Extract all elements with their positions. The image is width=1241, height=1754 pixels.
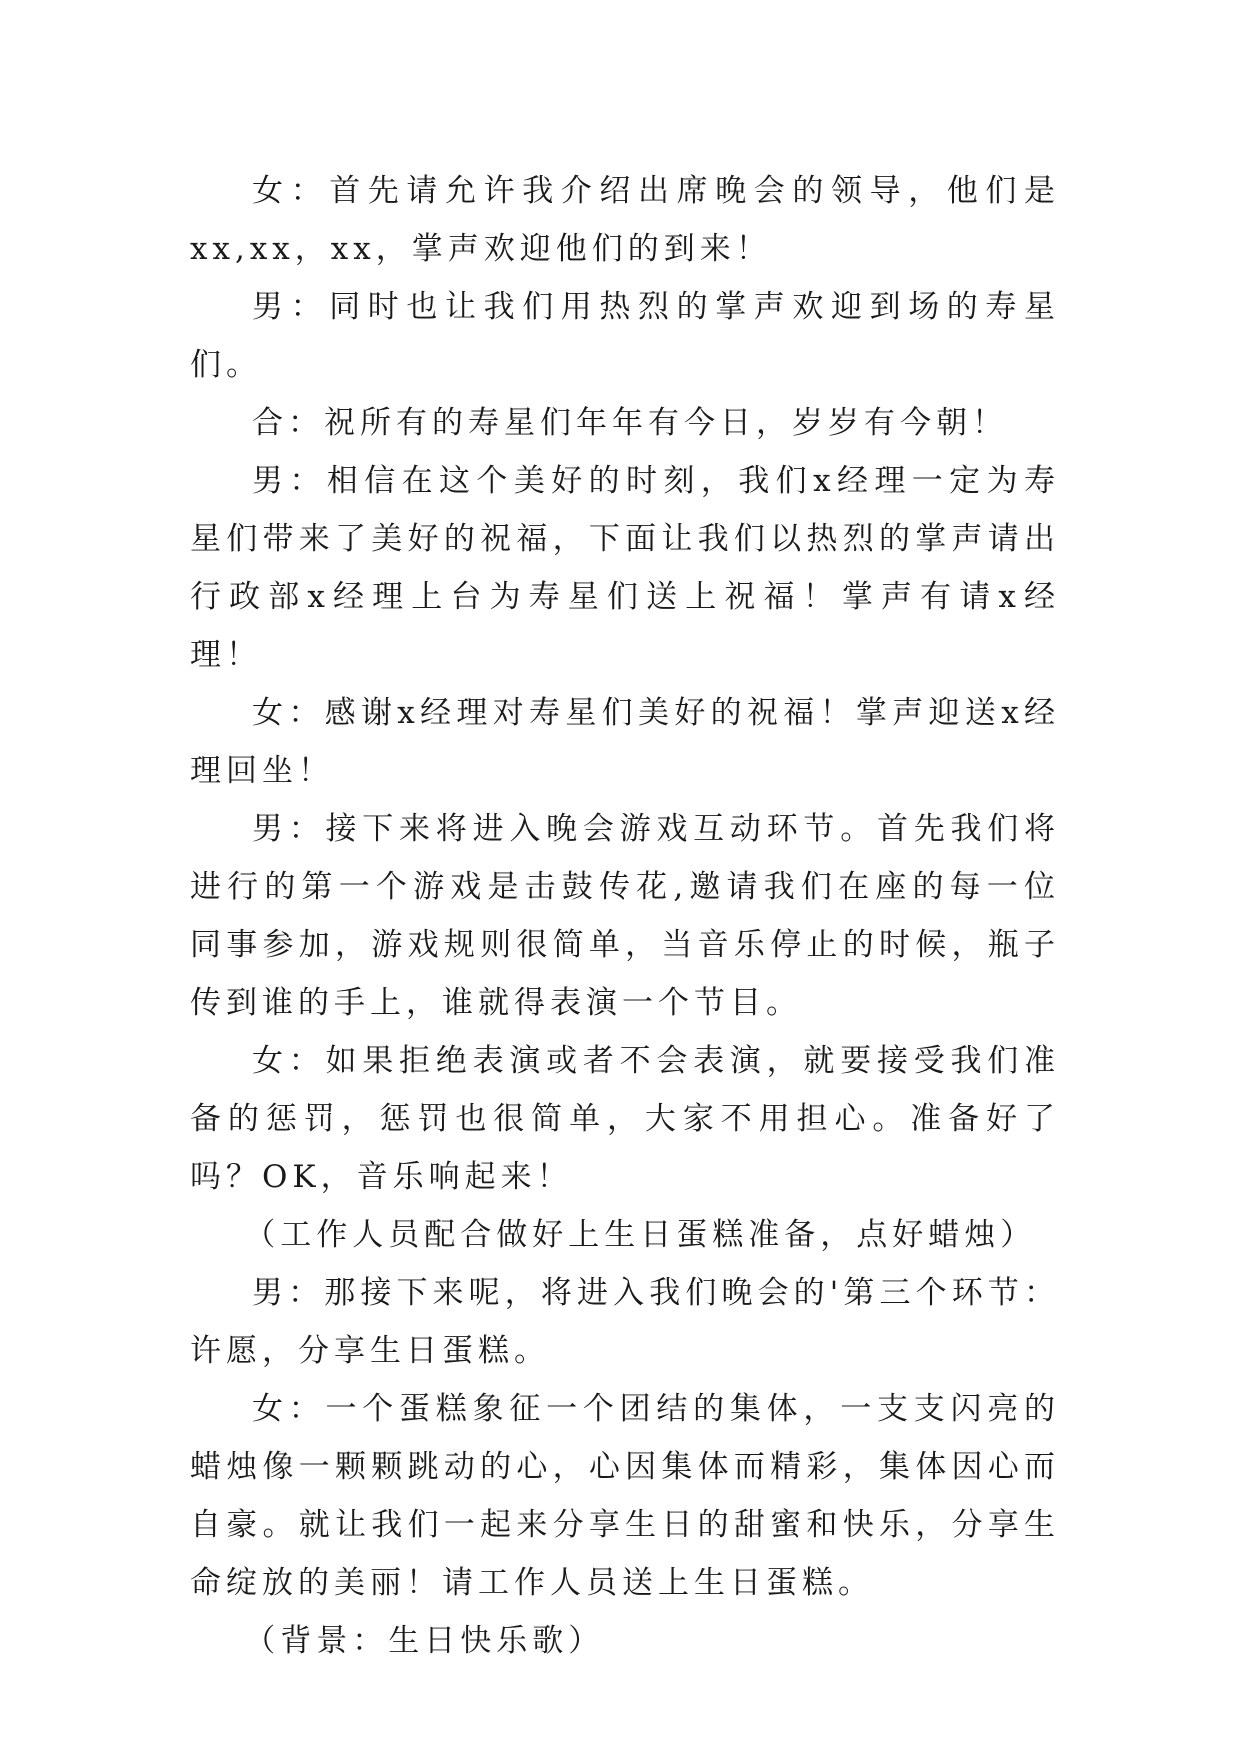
paragraph-6: 男：接下来将进入晚会游戏互动环节。首先我们将进行的第一个游戏是击鼓传花,邀请我们在座的每一位同事参加，游戏规则很简单，当音乐停止的时候，瓶子传到谁的手上，谁就得表演一个节目。 bbox=[190, 811, 1060, 1021]
paragraph-5: 女：感谢x经理对寿星们美好的祝福！掌声迎送x经理回坐！ bbox=[190, 695, 1060, 789]
paragraph-10: 女：一个蛋糕象征一个团结的集体，一支支闪亮的蜡烛像一颗颗跳动的心，心因集体而精彩，集体因心而自豪。就让我们一起来分享生日的甜蜜和快乐，分享生命绽放的美丽！请工作人员送上生日蛋糕。 bbox=[190, 1391, 1060, 1601]
paragraph-7: 女：如果拒绝表演或者不会表演，就要接受我们准备的惩罚，惩罚也很简单，大家不用担心。准备好了吗？OK，音乐响起来！ bbox=[190, 1043, 1060, 1195]
paragraph-9: 男：那接下来呢，将进入我们晚会的'第三个环节：许愿，分享生日蛋糕。 bbox=[190, 1275, 1060, 1369]
paragraph-3: 合：祝所有的寿星们年年有今日，岁岁有今朝！ bbox=[252, 405, 1008, 441]
document-body bbox=[190, 162, 1060, 1670]
stage-direction-song: （背景：生日快乐歌） bbox=[244, 1623, 605, 1659]
paragraph-1: 女：首先请允许我介绍出席晚会的领导，他们是xx,xx，xx，掌声欢迎他们的到来！ bbox=[190, 173, 1060, 267]
stage-direction-cake: （工作人员配合做好上生日蛋糕准备，点好蜡烛） bbox=[244, 1217, 1037, 1253]
paragraph-4: 男：相信在这个美好的时刻，我们x经理一定为寿星们带来了美好的祝福，下面让我们以热烈的掌声请出行政部x经理上台为寿星们送上祝福！掌声有请x经理！ bbox=[190, 463, 1060, 673]
paragraph-2: 男：同时也让我们用热烈的掌声欢迎到场的寿星们。 bbox=[190, 289, 1060, 383]
